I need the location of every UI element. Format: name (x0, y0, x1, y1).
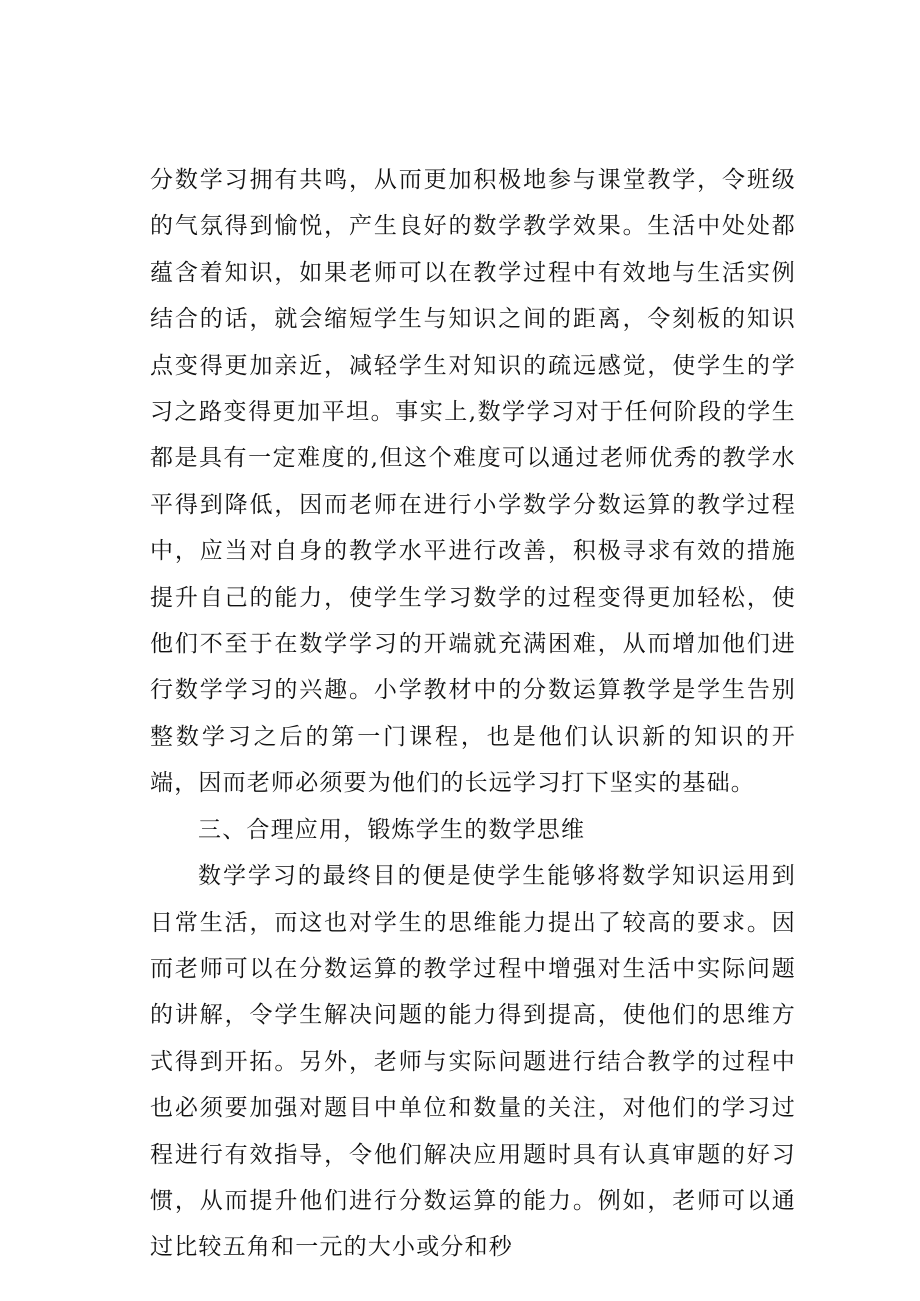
section-body-paragraph: 数学学习的最终目的便是使学生能够将数学知识运用到日常生活，而这也对学生的思维能力提出了较高的要求。因而老师可以在分数运算的教学过程中增强对生活中实际问题的讲解，令学生解决问题的能力得到提高，使他们的思维方式得到开拓。另外，老师与实际问题进行结合教学的过程中也必须要加强对题目中单位和数量的关注，对他们的学习过程进行有效指导，令他们解决应用题时具有认真审题的好习惯，从而提升他们进行分数运算的能力。例如，老师可以通过比较五角和一元的大小或分和秒 (150, 863, 796, 1261)
section-heading: 三、合理应用，锻炼学生的数学思维 (198, 816, 586, 843)
document-page (150, 157, 796, 1271)
body-paragraph-continued: 分数学习拥有共鸣，从而更加积极地参与课堂教学，令班级的气氛得到愉悦，产生良好的数学教学效果。生活中处处都蕴含着知识，如果老师可以在教学过程中有效地与生活实例结合的话，就会缩短学生与知识之间的距离，令刻板的知识点变得更加亲近，减轻学生对知识的疏远感觉，使学生的学习之路变得更加平坦。事实上,数学学习对于任何阶段的学生都是具有一定难度的,但这个难度可以通过老师优秀的教学水平得到降低，因而老师在进行小学数学分数运算的教学过程中，应当对自身的教学水平进行改善，积极寻求有效的措施提升自己的能力，使学生学习数学的过程变得更加轻松，使他们不至于在数学学习的开端就充满困难，从而增加他们进行数学学习的兴趣。小学教材中的分数运算教学是学生告别整数学习之后的第一门课程，也是他们认识新的知识的开端，因而老师必须要为他们的长远学习打下坚实的基础。 (150, 167, 796, 797)
